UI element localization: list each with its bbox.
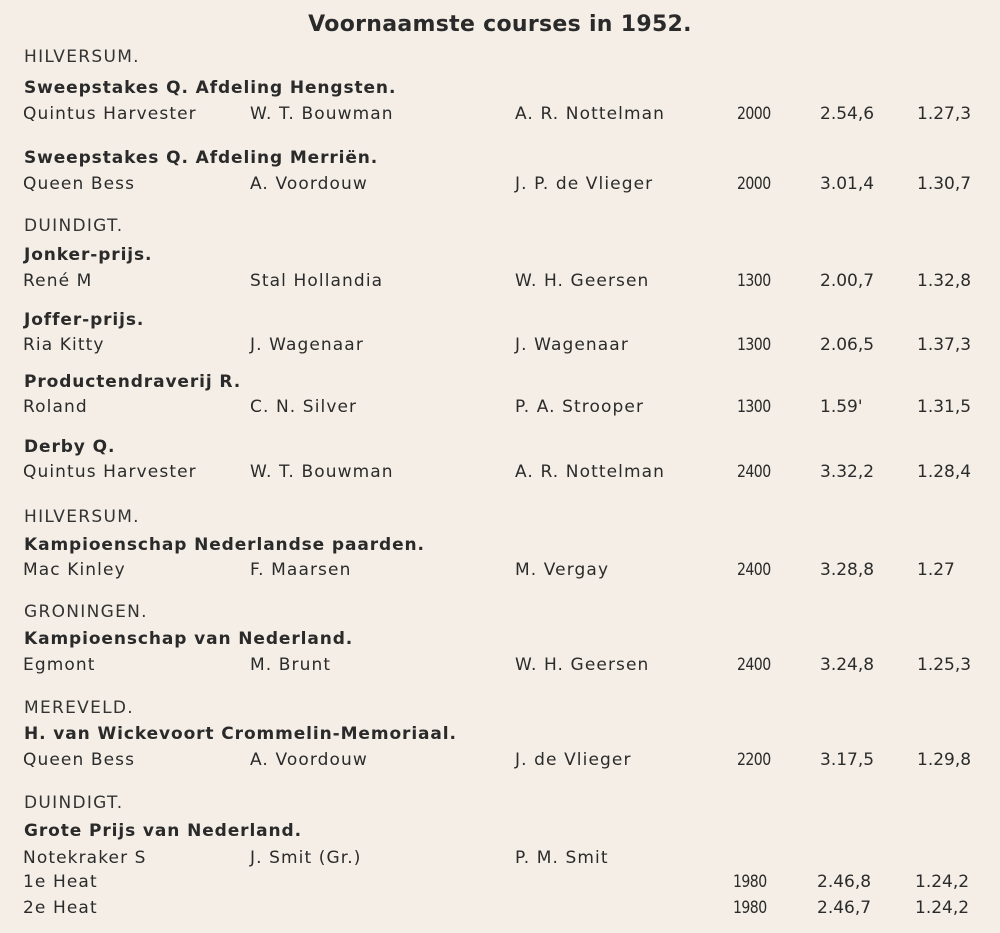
km-time: 1.32,8 bbox=[917, 271, 972, 291]
distance: 2000 bbox=[737, 174, 771, 194]
distance: 2400 bbox=[737, 560, 771, 580]
venue-heading: HILVERSUM. bbox=[24, 507, 140, 527]
venue-heading: DUINDIGT. bbox=[24, 216, 124, 236]
km-time: 1.28,4 bbox=[917, 462, 972, 482]
race-title: Sweepstakes Q. Afdeling Merriën. bbox=[24, 148, 379, 168]
distance: 1980 bbox=[733, 872, 767, 892]
distance: 2400 bbox=[737, 462, 771, 482]
driver-name: P. A. Strooper bbox=[515, 397, 645, 417]
km-time: 1.27 bbox=[917, 560, 955, 580]
horse-name: René M bbox=[23, 271, 93, 291]
owner-name: A. Voordouw bbox=[250, 174, 368, 194]
race-title: Sweepstakes Q. Afdeling Hengsten. bbox=[24, 78, 397, 98]
result-row bbox=[0, 750, 1000, 774]
driver-name: W. H. Geersen bbox=[515, 655, 650, 675]
distance: 2200 bbox=[737, 750, 771, 770]
km-time: 1.37,3 bbox=[917, 335, 972, 355]
result-row bbox=[0, 848, 1000, 872]
driver-name: J. Wagenaar bbox=[515, 335, 629, 355]
venue-heading: DUINDIGT. bbox=[24, 793, 124, 813]
race-title: Grote Prijs van Nederland. bbox=[24, 821, 302, 841]
km-time: 1.25,3 bbox=[917, 655, 972, 675]
result-row bbox=[0, 335, 1000, 359]
horse-name: Mac Kinley bbox=[23, 560, 126, 580]
driver-name: A. R. Nottelman bbox=[515, 104, 666, 124]
owner-name: A. Voordouw bbox=[250, 750, 368, 770]
distance: 1980 bbox=[733, 898, 767, 918]
owner-name: J. Smit (Gr.) bbox=[250, 848, 362, 868]
page-title: Voornaamste courses in 1952. bbox=[308, 12, 692, 37]
race-time: 2.46,8 bbox=[817, 872, 872, 892]
result-row bbox=[0, 560, 1000, 584]
horse-name: Quintus Harvester bbox=[23, 104, 197, 124]
race-time: 3.24,8 bbox=[820, 655, 875, 675]
owner-name: F. Maarsen bbox=[250, 560, 352, 580]
result-row bbox=[0, 655, 1000, 679]
race-title: Kampioenschap Nederlandse paarden. bbox=[24, 535, 425, 555]
venue-heading: GRONINGEN. bbox=[24, 602, 148, 622]
km-time: 1.30,7 bbox=[917, 174, 972, 194]
driver-name: P. M. Smit bbox=[515, 848, 609, 868]
race-time: 3.28,8 bbox=[820, 560, 875, 580]
km-time: 1.29,8 bbox=[917, 750, 972, 770]
race-time: 3.17,5 bbox=[820, 750, 875, 770]
horse-name: Ria Kitty bbox=[23, 335, 105, 355]
driver-name: M. Vergay bbox=[515, 560, 610, 580]
km-time: 1.24,2 bbox=[915, 872, 970, 892]
race-title: Jonker-prijs. bbox=[24, 245, 153, 265]
race-time: 2.46,7 bbox=[817, 898, 872, 918]
owner-name: J. Wagenaar bbox=[250, 335, 364, 355]
result-row bbox=[0, 462, 1000, 486]
race-time: 3.32,2 bbox=[820, 462, 875, 482]
heat-label: 2e Heat bbox=[23, 898, 98, 918]
result-row bbox=[0, 397, 1000, 421]
driver-name: A. R. Nottelman bbox=[515, 462, 666, 482]
heat-label: 1e Heat bbox=[23, 872, 98, 892]
horse-name: Notekraker S bbox=[23, 848, 147, 868]
distance: 2400 bbox=[737, 655, 771, 675]
driver-name: W. H. Geersen bbox=[515, 271, 650, 291]
race-time: 2.54,6 bbox=[820, 104, 875, 124]
race-time: 3.01,4 bbox=[820, 174, 875, 194]
owner-name: W. T. Bouwman bbox=[250, 104, 394, 124]
owner-name: W. T. Bouwman bbox=[250, 462, 394, 482]
owner-name: Stal Hollandia bbox=[250, 271, 384, 291]
distance: 1300 bbox=[737, 271, 771, 291]
race-title: Kampioenschap van Nederland. bbox=[24, 629, 354, 649]
race-time: 2.06,5 bbox=[820, 335, 875, 355]
result-row bbox=[0, 872, 1000, 896]
race-title: H. van Wickevoort Crommelin-Memoriaal. bbox=[24, 724, 457, 744]
race-title: Productendraverij R. bbox=[24, 372, 242, 392]
driver-name: J. P. de Vlieger bbox=[515, 174, 654, 194]
driver-name: J. de Vlieger bbox=[515, 750, 632, 770]
venue-heading: MEREVELD. bbox=[24, 698, 134, 718]
distance: 2000 bbox=[737, 104, 771, 124]
km-time: 1.27,3 bbox=[917, 104, 972, 124]
horse-name: Quintus Harvester bbox=[23, 462, 197, 482]
result-row bbox=[0, 174, 1000, 198]
horse-name: Queen Bess bbox=[23, 174, 136, 194]
result-row bbox=[0, 104, 1000, 128]
owner-name: M. Brunt bbox=[250, 655, 332, 675]
km-time: 1.24,2 bbox=[915, 898, 970, 918]
distance: 1300 bbox=[737, 397, 771, 417]
owner-name: C. N. Silver bbox=[250, 397, 358, 417]
result-row bbox=[0, 271, 1000, 295]
km-time: 1.31,5 bbox=[917, 397, 972, 417]
horse-name: Queen Bess bbox=[23, 750, 136, 770]
race-title: Derby Q. bbox=[24, 437, 116, 457]
horse-name: Roland bbox=[23, 397, 88, 417]
horse-name: Egmont bbox=[23, 655, 96, 675]
venue-heading: HILVERSUM. bbox=[24, 47, 140, 67]
race-title: Joffer-prijs. bbox=[24, 310, 145, 330]
race-time: 1.59' bbox=[820, 397, 863, 417]
race-time: 2.00,7 bbox=[820, 271, 875, 291]
distance: 1300 bbox=[737, 335, 771, 355]
result-row bbox=[0, 898, 1000, 922]
